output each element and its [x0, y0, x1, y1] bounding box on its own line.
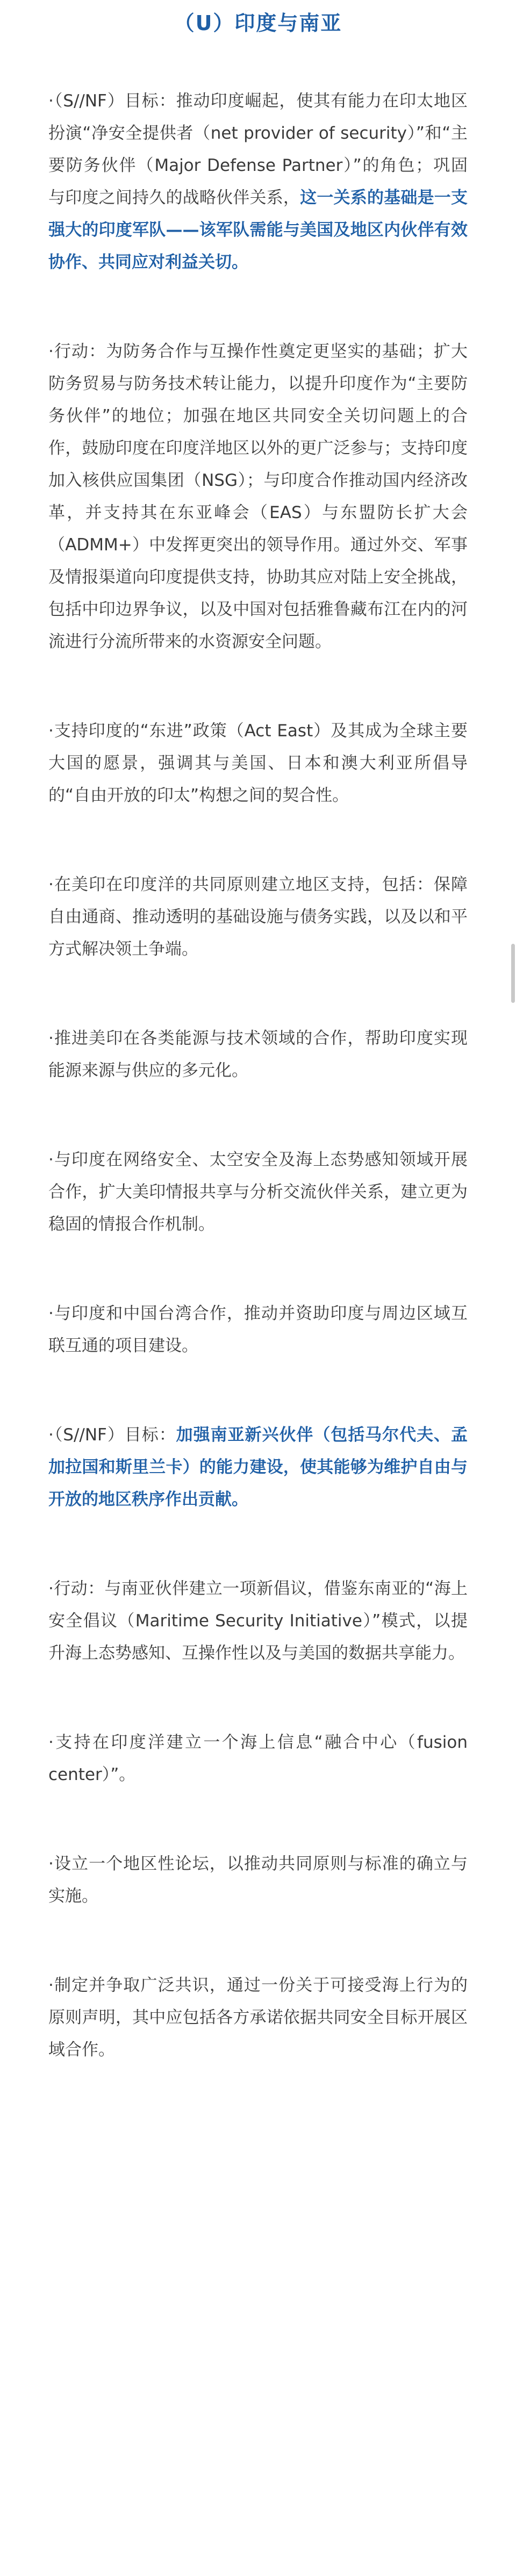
paragraph-text: ·行动：与南亚伙伴建立一项新倡议，借鉴东南亚的“海上安全倡议（Maritime Security Initiative）”模式，以提升海上态势感知、互操作性以及与美国的数据共享能力。: [48, 1579, 468, 1663]
paragraph-text: ·推进美印在各类能源与技术领域的合作，帮助印度实现能源来源与供应的多元化。: [48, 1029, 468, 1080]
paragraph-text: ·行动：为防务合作与互操作性奠定更坚实的基础；扩大防务贸易与防务技术转让能力，以提升印度作为“主要防务伙伴”的地位；加强在地区共同安全关切问题上的合作，鼓励印度在印度洋地区以外的更广泛参与；支持印度加入核供应国集团（NSG）；与印度合作推动国内经济改革，并支持其在东亚峰会（EAS）与东盟防长扩大会（ADMM+）中发挥更突出的领导作用。通过外交、军事及情报渠道向印度提供支持，协助其应对陆上安全挑战，包括中印边界争议，以及中国对包括雅鲁藏布江在内的河流进行分流所带来的水资源安全问题。: [48, 342, 468, 651]
page-title: （U）印度与南亚: [174, 11, 342, 35]
paragraph-action-india: [48, 335, 468, 658]
paragraph-action-south-asia: [48, 1573, 468, 1669]
scrollbar-thumb[interactable]: [511, 944, 515, 1003]
paragraph-text: ·与印度在网络安全、太空安全及海上态势感知领域开展合作，扩大美印情报共享与分析交流伙伴关系，建立更为稳固的情报合作机制。: [48, 1150, 468, 1234]
highlighted-text: 这一关系的基础是一支强大的印度军队——该军队需能与美国及地区内伙伴有效协作、共同应对利益关切。: [48, 188, 468, 272]
paragraph-regional-forum: [48, 1848, 468, 1912]
paragraph-fusion-center: [48, 1726, 468, 1791]
paragraph-energy: [48, 1022, 468, 1087]
paragraph-goal-south-asia: [48, 1419, 468, 1516]
paragraph-text: ·与印度和中国台湾合作，推动并资助印度与周边区域互联互通的项目建设。: [48, 1304, 468, 1355]
paragraph-cyber-space: [48, 1144, 468, 1240]
article-body: [48, 85, 468, 2123]
paragraph-act-east: [48, 715, 468, 812]
scrollbar[interactable]: [510, 0, 516, 2576]
paragraph-goal-india: [48, 85, 468, 278]
paragraph-text: ·在美印在印度洋的共同原则建立地区支持，包括：保障自由通商、推动透明的基础设施与债务实践，以及以和平方式解决领土争端。: [48, 875, 468, 959]
paragraph-maritime-statement: [48, 1969, 468, 2066]
paragraph-text: ·支持在印度洋建立一个海上信息“融合中心（fusion center）”。: [48, 1733, 468, 1784]
paragraph-text: ·支持印度的“东进”政策（Act East）及其成为全球主要大国的愿景，强调其与美国、日本和澳大利亚所倡导的“自由开放的印太”构想之间的契合性。: [48, 721, 468, 805]
paragraph-connectivity: [48, 1297, 468, 1362]
paragraph-text: ·（S//NF）目标：推动印度崛起，使其有能力在印太地区扮演“净安全提供者（net provider of security）”和“主要防务伙伴（Major Defense Partner）”的角色；巩固与印度之间持久的战略伙伴关系，: [48, 91, 468, 207]
paragraph-text: ·（S//NF）目标：: [48, 1425, 176, 1445]
paragraph-text: ·制定并争取广泛共识，通过一份关于可接受海上行为的原则声明，其中应包括各方承诺依据共同安全目标开展区域合作。: [48, 1976, 468, 2060]
paragraph-indian-ocean-principles: [48, 869, 468, 965]
highlighted-text: 加强南亚新兴伙伴（包括马尔代夫、孟加拉国和斯里兰卡）的能力建设，使其能够为维护自由与开放的地区秩序作出贡献。: [48, 1425, 468, 1509]
paragraph-text: ·设立一个地区性论坛，以推动共同原则与标准的确立与实施。: [48, 1854, 468, 1906]
